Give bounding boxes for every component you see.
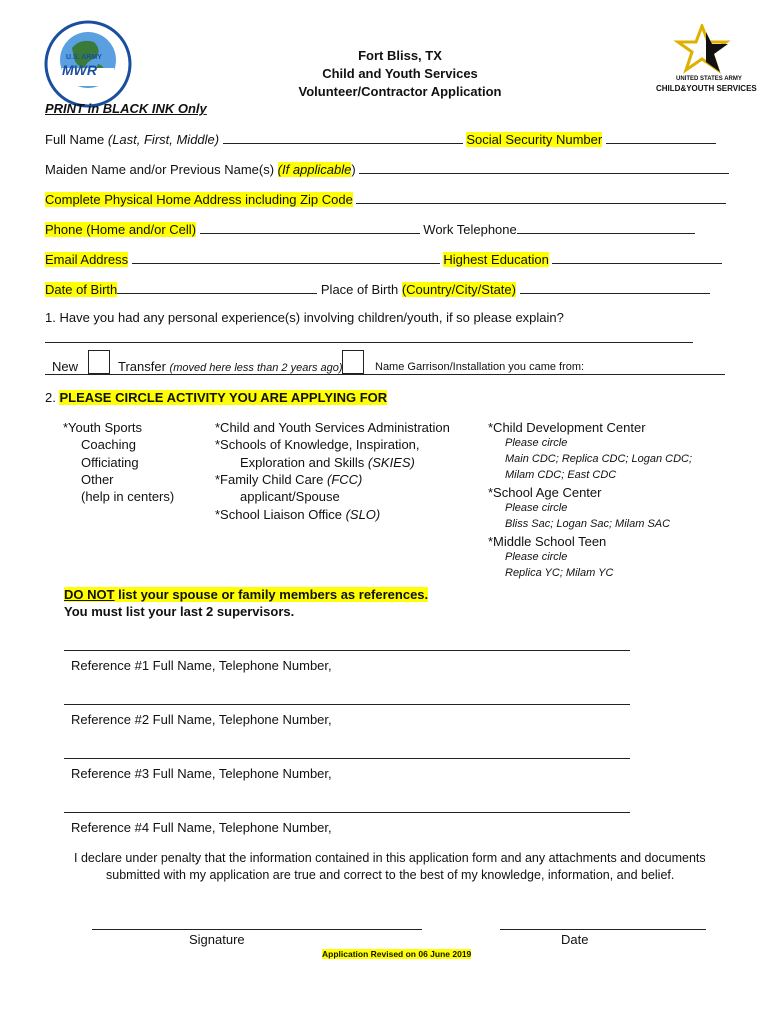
transfer-checkbox[interactable] [342,350,364,374]
reference-2-label: Reference #2 Full Name, Telephone Number, [71,712,332,727]
declaration-line-2: submitted with my application are true and correct to the best of my knowledge, information, and belief. [106,868,675,882]
maiden-name-paren: ) [351,162,356,177]
phone-label: Phone (Home and/or Cell) [45,222,197,237]
date-label: Date [561,932,589,947]
section-2-heading [45,390,387,405]
signature-label: Signature [189,932,245,947]
cys-logo-text-2: CHILD&YOUTH SERVICES [656,84,757,93]
email-label: Email Address [45,252,129,267]
reference-1-line[interactable] [64,650,630,651]
maiden-name-line[interactable] [359,160,729,174]
cys-star-logo [672,24,732,74]
transfer-row-line[interactable] [45,374,725,375]
fcc-acronym: (FCC) [326,472,363,487]
signature-line[interactable] [92,929,422,930]
email-row [45,250,722,267]
title-line-1: Fort Bliss, TX [358,48,442,63]
skies-line-2 [240,455,415,470]
skies-line-1: *Schools of Knowledge, Inspiration, [215,437,420,452]
reference-3-line[interactable] [64,758,630,759]
question-1-answer-line[interactable] [45,342,693,343]
phone-row [45,220,695,237]
full-name-row [45,130,716,147]
transfer-note: (moved here less than 2 years ago) [169,362,343,374]
teen: *Middle School Teen [488,534,607,549]
fcc-text: *Family Child Care [215,472,327,487]
title-line-3: Volunteer/Contractor Application [298,84,502,99]
reference-4-line[interactable] [64,812,630,813]
cdc: *Child Development Center [488,420,646,435]
slo-text: *School Liaison Office [215,507,346,522]
pob-format: (Country/City/State) [401,282,516,297]
address-line[interactable] [356,190,726,204]
reference-2-line[interactable] [64,704,630,705]
title-line-2: Child and Youth Services [322,66,478,81]
cdc-note: Please circle [505,437,568,449]
ssn-line[interactable] [606,130,716,144]
cys-logo-text-1: UNITED STATES ARMY [676,76,742,82]
mwr-logo-text-top: U.S. ARMY [66,54,102,61]
garrison-label: Name Garrison/Installation you came from: [375,361,585,373]
full-name-line[interactable] [223,130,463,144]
dob-label: Date of Birth [45,282,118,297]
reference-1-label: Reference #1 Full Name, Telephone Number, [71,658,332,673]
coaching: Coaching [81,437,136,452]
address-row [45,190,726,207]
slo [215,507,380,522]
sac-options[interactable]: Bliss Sac; Logan Sac; Milam SAC [505,518,671,530]
section-2-title: PLEASE CIRCLE ACTIVITY YOU ARE APPLYING FOR [59,390,388,405]
maiden-name-label: Maiden Name and/or Previous Name(s) [45,162,278,177]
maiden-name-applicable: (If applicable [277,162,352,177]
cdc-options-1[interactable]: Main CDC; Replica CDC; Logan CDC; [505,453,693,465]
teen-options[interactable]: Replica YC; Milam YC [505,567,614,579]
print-note: PRINT in BLACK INK Only [45,101,207,116]
transfer-row [118,359,343,374]
section-2-number: 2. [45,390,60,405]
skies-acronym: (SKIES) [367,455,415,470]
email-line[interactable] [132,250,440,264]
references-warning [64,587,428,602]
full-name-format: (Last, First, Middle) [107,132,220,147]
sac-note: Please circle [505,502,568,514]
transfer-label: Transfer [118,359,170,374]
ssn-label: Social Security Number [466,132,603,147]
sac: *School Age Center [488,485,602,500]
mwr-logo-text-main: MWR [62,62,97,78]
do-not-text: DO NOT [64,587,115,602]
new-checkbox[interactable] [88,350,110,374]
skies-text: Exploration and Skills [240,455,368,470]
pob-line[interactable] [520,280,710,294]
fcc [215,472,362,487]
work-phone-line[interactable] [517,220,695,234]
slo-acronym: (SLO) [345,507,381,522]
education-line[interactable] [552,250,722,264]
full-name-label: Full Name [45,132,108,147]
youth-sports: *Youth Sports [63,420,143,435]
dob-row [45,280,710,297]
fcc-applicant: applicant/Spouse [240,489,340,504]
supervisors-note: You must list your last 2 supervisors. [64,604,295,619]
other: Other [81,472,114,487]
education-label: Highest Education [443,252,549,267]
officiating: Officiating [81,455,139,470]
dob-line[interactable] [117,280,317,294]
declaration-line-1: I declare under penalty that the information contained in this application form and any attachments and documents [74,851,706,865]
phone-line[interactable] [200,220,420,234]
warning-text: list your spouse or family members as references. [114,587,429,602]
help-in-centers: (help in centers) [81,489,175,504]
address-label: Complete Physical Home Address including Zip Code [45,192,353,207]
teen-note: Please circle [505,551,568,563]
pob-label: Place of Birth [320,282,402,297]
reference-3-label: Reference #3 Full Name, Telephone Number, [71,766,332,781]
cys-admin: *Child and Youth Services Administration [215,420,450,435]
cdc-options-2[interactable]: Milam CDC; East CDC [505,469,617,481]
reference-4-label: Reference #4 Full Name, Telephone Number, [71,820,332,835]
revision-note: Application Revised on 06 June 2019 [322,949,472,959]
work-phone-label: Work Telephone [423,222,517,237]
question-1: 1. Have you had any personal experience(s) involving children/youth, if so please explain? [45,310,564,325]
new-label: New [52,359,79,374]
date-line[interactable] [500,929,706,930]
maiden-name-row [45,160,729,177]
